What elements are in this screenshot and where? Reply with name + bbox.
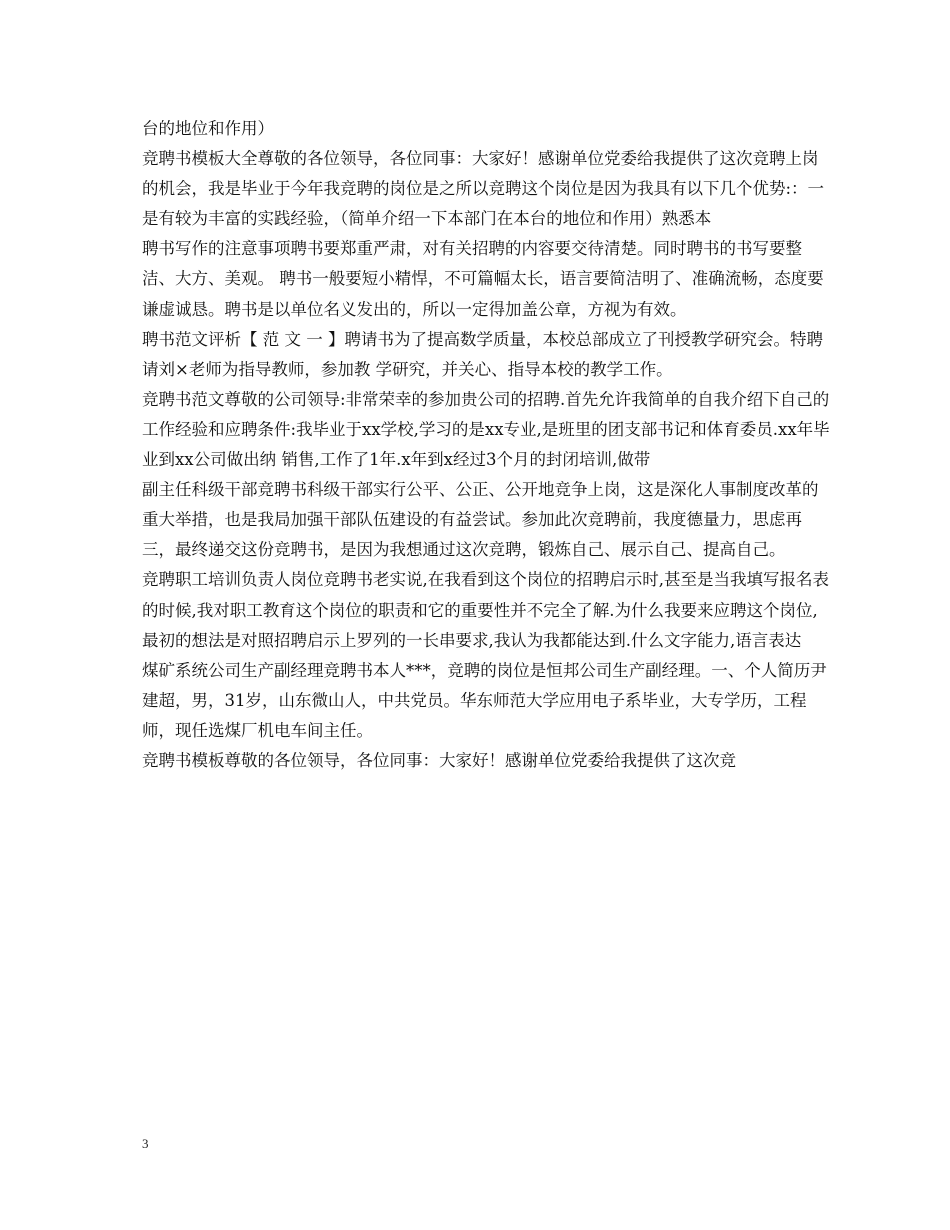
paragraph: 竞聘职工培训负责人岗位竞聘书老实说,在我看到这个岗位的招聘启示时,甚至是当我填写报名表的时候,我对职工教育这个岗位的职责和它的重要性并不完全了解.为什么我要来应聘这个岗位,最初的想法是对照招聘启示上罗列的一长串要求,我认为我都能达到.什么文字能力,语言表达	[142, 570, 829, 650]
paragraph: 竞聘书模板尊敬的各位领导，各位同事：大家好！感谢单位党委给我提供了这次竞	[142, 750, 736, 770]
paragraph: 竞聘书范文尊敬的公司领导:非常荣幸的参加贵公司的招聘.首先允许我简单的自我介绍下自己的工作经验和应聘条件:我毕业于xx学校,学习的是xx专业,是班里的团支部书记和体育委员.xx年毕业到xx公司做出纳 销售,工作了1年.x年到x经过3个月的封闭培训,做带	[142, 389, 830, 470]
paragraph: 台的地位和作用）	[142, 119, 274, 138]
document-body	[142, 114, 832, 776]
paragraph: 煤矿系统公司生产副经理竞聘书本人***，竞聘的岗位是恒邦公司生产副经理。一、个人简历尹建超，男，31岁，山东微山人，中共党员。华东师范大学应用电子系毕业，大专学历，工程师，现任选煤厂机电车间主任。	[142, 660, 827, 740]
paragraph: 竞聘书模板大全尊敬的各位领导，各位同事：大家好！感谢单位党委给我提供了这次竞聘上岗的机会，我是毕业于今年我竞聘的岗位是之所以竞聘这个岗位是因为我具有以下几个优势:：一是有较为丰富的实践经验，（简单介绍一下本部门在本台的地位和作用）熟悉本	[142, 149, 825, 229]
page-number: 3	[142, 1136, 149, 1151]
paragraph: 聘书范文评析【 范 文 一 】聘请书为了提高数学质量，本校总部成立了刊授教学研究会。特聘请刘×老师为指导教师，参加教 学研究，并关心、指导本校的教学工作。	[142, 329, 823, 379]
paragraph: 副主任科级干部竞聘书科级干部实行公平、公正、公开地竞争上岗，这是深化人事制度改革的重大举措，也是我局加强干部队伍建设的有益尝试。参加此次竞聘前，我度德量力，思虑再三，最终递交这份竞聘书，是因为我想通过这次竞聘，锻炼自己、展示自己、提高自己。	[142, 480, 819, 560]
paragraph: 聘书写作的注意事项聘书要郑重严肃，对有关招聘的内容要交待清楚。同时聘书的书写要整洁、大方、美观。 聘书一般要短小精悍，不可篇幅太长，语言要简洁明了、准确流畅，态度要谦虚诚恳。聘书是以单位名义发出的，所以一定得加盖公章，方视为有效。	[142, 239, 824, 319]
